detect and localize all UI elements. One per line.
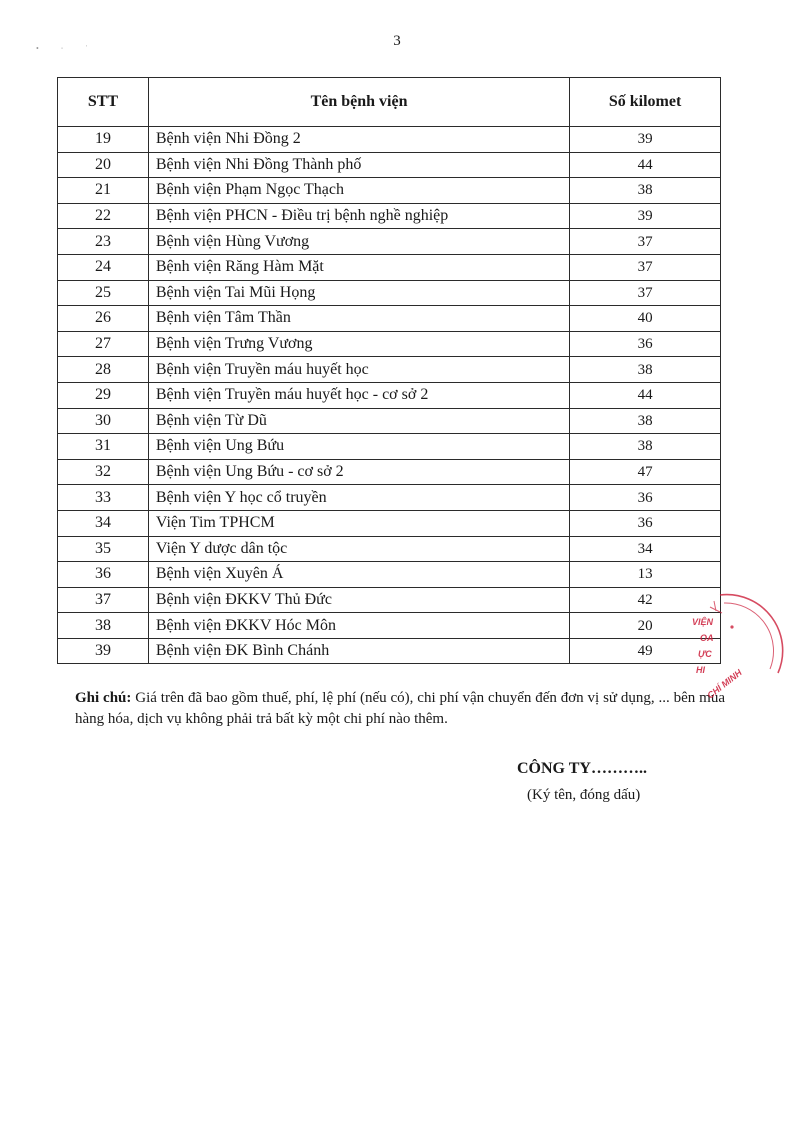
row-kilometers-cell: 42 — [570, 587, 721, 613]
row-hospital-name-cell: Bệnh viện ĐK Bình Chánh — [148, 638, 569, 664]
row-hospital-name-cell: Bệnh viện ĐKKV Hóc Môn — [148, 613, 569, 639]
row-stt-cell: 28 — [58, 357, 149, 383]
table-row — [58, 152, 721, 178]
row-hospital-name-cell: Bệnh viện ĐKKV Thủ Đức — [148, 587, 569, 613]
row-hospital-name-cell: Bệnh viện Răng Hàm Mặt — [148, 254, 569, 280]
row-kilometers-cell: 38 — [570, 408, 721, 434]
row-kilometers-cell: 38 — [570, 178, 721, 204]
row-kilometers-cell: 38 — [570, 357, 721, 383]
table-row — [58, 306, 721, 332]
row-hospital-name-cell: Viện Tim TPHCM — [148, 510, 569, 536]
table-header-row — [58, 78, 721, 127]
row-stt-cell: 38 — [58, 613, 149, 639]
row-hospital-name-cell: Bệnh viện Truyền máu huyết học — [148, 357, 569, 383]
row-kilometers-cell: 47 — [570, 459, 721, 485]
header-stt: STT — [58, 78, 149, 127]
row-hospital-name-cell: Bệnh viện Nhi Đồng 2 — [148, 127, 569, 153]
company-signature-title: CÔNG TY……….. — [517, 760, 647, 777]
page-number: 3 — [393, 33, 401, 49]
row-stt-cell: 27 — [58, 331, 149, 357]
stamp-line: CHÍ MINH — [705, 667, 744, 701]
row-stt-cell: 26 — [58, 306, 149, 332]
row-hospital-name-cell: Bệnh viện PHCN - Điều trị bệnh nghề nghiệp — [148, 203, 569, 229]
table-row — [58, 280, 721, 306]
stamp-line: VIỆN — [692, 617, 714, 627]
row-stt-cell: 33 — [58, 485, 149, 511]
row-kilometers-cell: 39 — [570, 127, 721, 153]
row-stt-cell: 34 — [58, 510, 149, 536]
row-hospital-name-cell: Bệnh viện Ung Bứu — [148, 434, 569, 460]
row-stt-cell: 22 — [58, 203, 149, 229]
hospital-distance-table — [57, 77, 721, 664]
table-row — [58, 536, 721, 562]
table-row — [58, 178, 721, 204]
row-hospital-name-cell: Viện Y dược dân tộc — [148, 536, 569, 562]
stamp-line: OA — [700, 633, 714, 643]
table-row — [58, 408, 721, 434]
row-kilometers-cell: 13 — [570, 562, 721, 588]
table-row — [58, 613, 721, 639]
table-row — [58, 587, 721, 613]
note-text: Giá trên đã bao gồm thuế, phí, lệ phí (nếu có), chi phí vận chuyển đến đơn vị sử dụng, ... bên mua hàng hóa, dịch vụ không phải trả bất kỳ một chi phí nào thêm. — [75, 690, 725, 727]
row-stt-cell: 36 — [58, 562, 149, 588]
row-kilometers-cell: 36 — [570, 510, 721, 536]
row-kilometers-cell: 49 — [570, 638, 721, 664]
note-paragraph — [75, 688, 725, 730]
row-hospital-name-cell: Bệnh viện Tai Mũi Họng — [148, 280, 569, 306]
row-kilometers-cell: 34 — [570, 536, 721, 562]
table-row — [58, 434, 721, 460]
table-row — [58, 510, 721, 536]
row-stt-cell: 25 — [58, 280, 149, 306]
table-row — [58, 485, 721, 511]
row-stt-cell: 35 — [58, 536, 149, 562]
stamp-line: ỰC — [698, 649, 712, 659]
note-label: Ghi chú: — [75, 690, 132, 706]
table-row — [58, 203, 721, 229]
row-hospital-name-cell: Bệnh viện Ung Bứu - cơ sở 2 — [148, 459, 569, 485]
signature-hint: (Ký tên, đóng dấu) — [527, 787, 641, 803]
row-stt-cell: 31 — [58, 434, 149, 460]
table-row — [58, 459, 721, 485]
table-row — [58, 254, 721, 280]
row-stt-cell: 32 — [58, 459, 149, 485]
row-hospital-name-cell: Bệnh viện Hùng Vương — [148, 229, 569, 255]
row-stt-cell: 21 — [58, 178, 149, 204]
row-hospital-name-cell: Bệnh viện Phạm Ngọc Thạch — [148, 178, 569, 204]
table-row — [58, 562, 721, 588]
header-kilometers: Số kilomet — [570, 78, 721, 127]
row-kilometers-cell: 37 — [570, 229, 721, 255]
row-kilometers-cell: 20 — [570, 613, 721, 639]
row-hospital-name-cell: Bệnh viện Truyền máu huyết học - cơ sở 2 — [148, 382, 569, 408]
scan-marks: • ‧ ˈ — [36, 44, 99, 53]
table-row — [58, 229, 721, 255]
row-stt-cell: 39 — [58, 638, 149, 664]
row-kilometers-cell: 39 — [570, 203, 721, 229]
row-kilometers-cell: 44 — [570, 382, 721, 408]
row-kilometers-cell: 36 — [570, 485, 721, 511]
table-row — [58, 127, 721, 153]
header-hospital-name: Tên bệnh viện — [148, 78, 569, 127]
row-kilometers-cell: 40 — [570, 306, 721, 332]
row-hospital-name-cell: Bệnh viện Từ Dũ — [148, 408, 569, 434]
row-stt-cell: 24 — [58, 254, 149, 280]
row-stt-cell: 29 — [58, 382, 149, 408]
table-body — [58, 127, 721, 664]
table-row — [58, 638, 721, 664]
row-hospital-name-cell: Bệnh viện Tâm Thần — [148, 306, 569, 332]
table-row — [58, 331, 721, 357]
row-kilometers-cell: 44 — [570, 152, 721, 178]
row-hospital-name-cell: Bệnh viện Trưng Vương — [148, 331, 569, 357]
row-stt-cell: 37 — [58, 587, 149, 613]
row-kilometers-cell: 36 — [570, 331, 721, 357]
row-kilometers-cell: 37 — [570, 280, 721, 306]
row-stt-cell: 30 — [58, 408, 149, 434]
stamp-line: HI — [696, 665, 705, 675]
row-kilometers-cell: 38 — [570, 434, 721, 460]
row-stt-cell: 23 — [58, 229, 149, 255]
table-row — [58, 357, 721, 383]
table-row — [58, 382, 721, 408]
row-hospital-name-cell: Bệnh viện Y học cổ truyền — [148, 485, 569, 511]
row-kilometers-cell: 37 — [570, 254, 721, 280]
row-stt-cell: 19 — [58, 127, 149, 153]
row-stt-cell: 20 — [58, 152, 149, 178]
row-hospital-name-cell: Bệnh viện Nhi Đồng Thành phố — [148, 152, 569, 178]
row-hospital-name-cell: Bệnh viện Xuyên Á — [148, 562, 569, 588]
